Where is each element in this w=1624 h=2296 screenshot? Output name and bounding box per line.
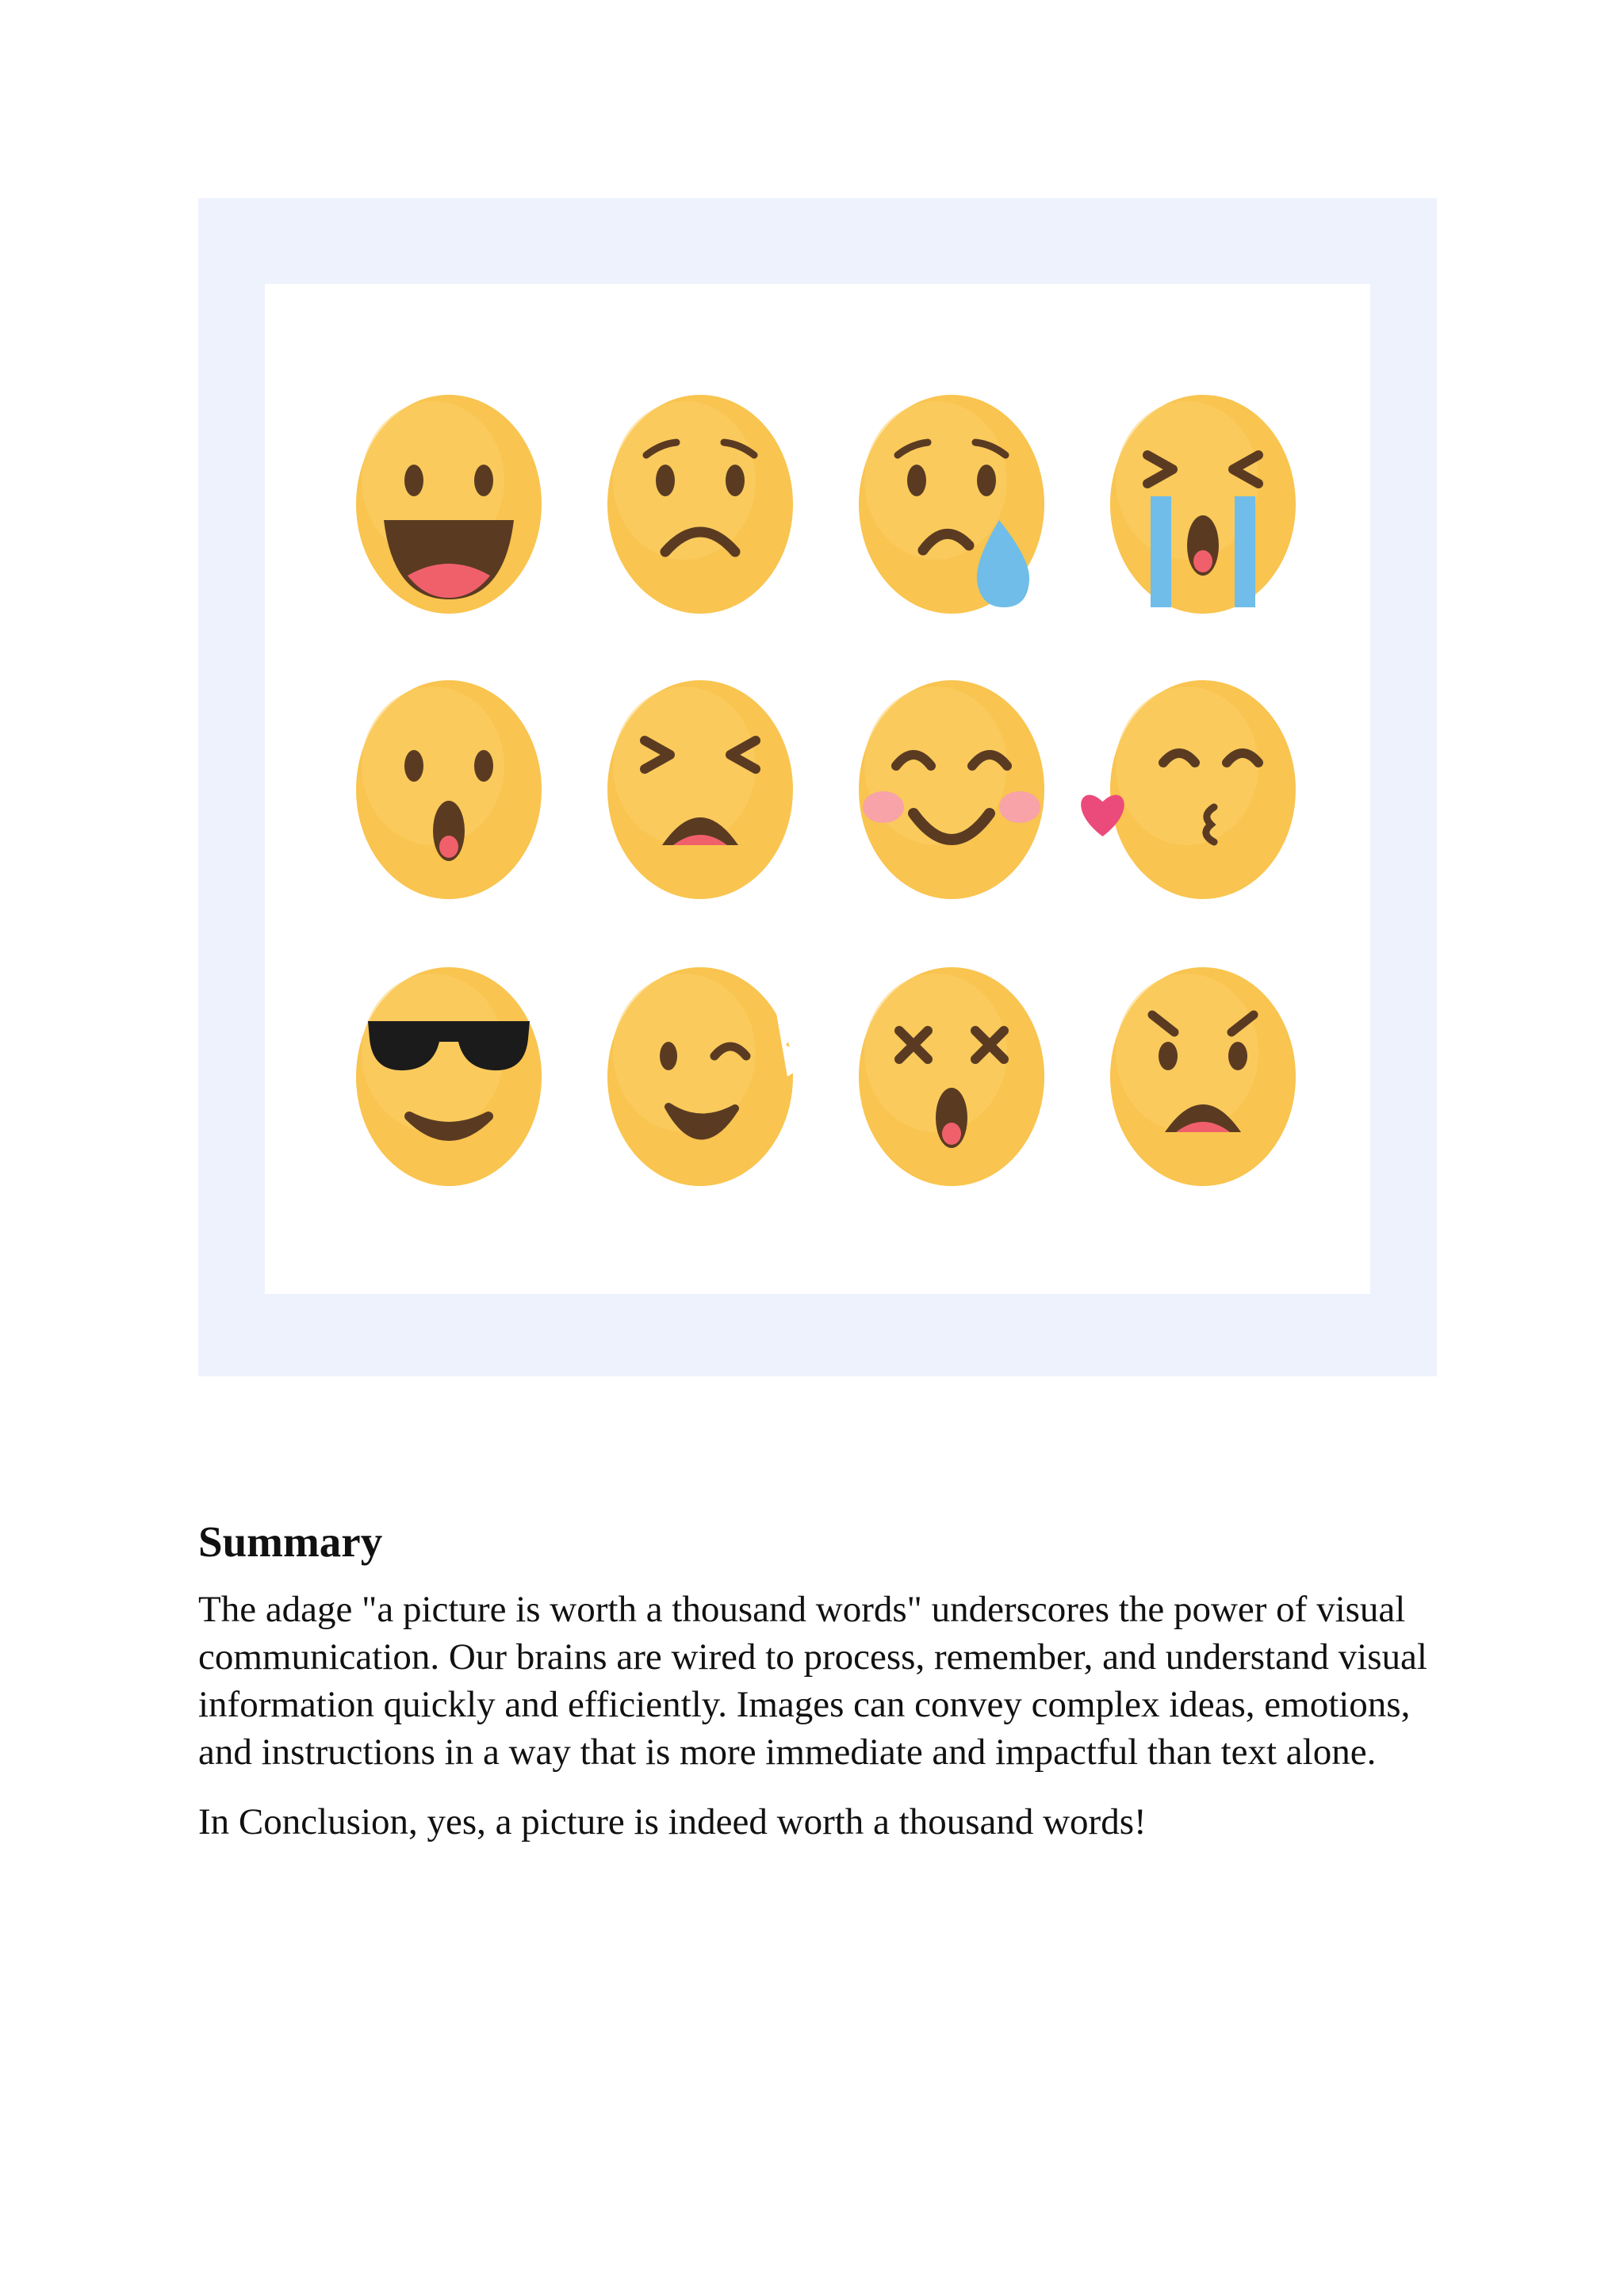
summary-paragraph: The adage "a picture is worth a thousand words" underscores the power of visual communication. Our brains are wired to process, remember, and understand visual information quickly and efficiently. Images can convey complex ideas, emotions, and instructions in a way that is more immediate and impactful than text alone. xyxy=(198,1589,1427,1773)
laughing-face-icon xyxy=(314,369,584,639)
summary-section xyxy=(198,1516,1443,1846)
tired-face-icon xyxy=(565,655,835,924)
loudly-crying-face-icon xyxy=(1068,369,1338,639)
sad-tear-face-icon xyxy=(817,369,1086,639)
kissing-heart-face-icon xyxy=(1068,655,1338,924)
conclusion-paragraph: In Conclusion, yes, a picture is indeed worth a thousand words! xyxy=(198,1801,1147,1843)
sunglasses-face-icon xyxy=(314,942,584,1211)
emoji-figure xyxy=(198,198,1437,1376)
emoji-figure-panel xyxy=(265,284,1370,1294)
blushing-smile-face-icon xyxy=(817,655,1086,924)
angry-face-icon xyxy=(1068,942,1338,1211)
emoji-grid xyxy=(265,284,1370,1294)
winking-face-icon xyxy=(565,942,835,1211)
summary-heading: Summary xyxy=(198,1517,383,1566)
dizzy-face-icon xyxy=(817,942,1086,1211)
surprised-face-icon xyxy=(314,655,584,924)
worried-face-icon xyxy=(565,369,835,639)
